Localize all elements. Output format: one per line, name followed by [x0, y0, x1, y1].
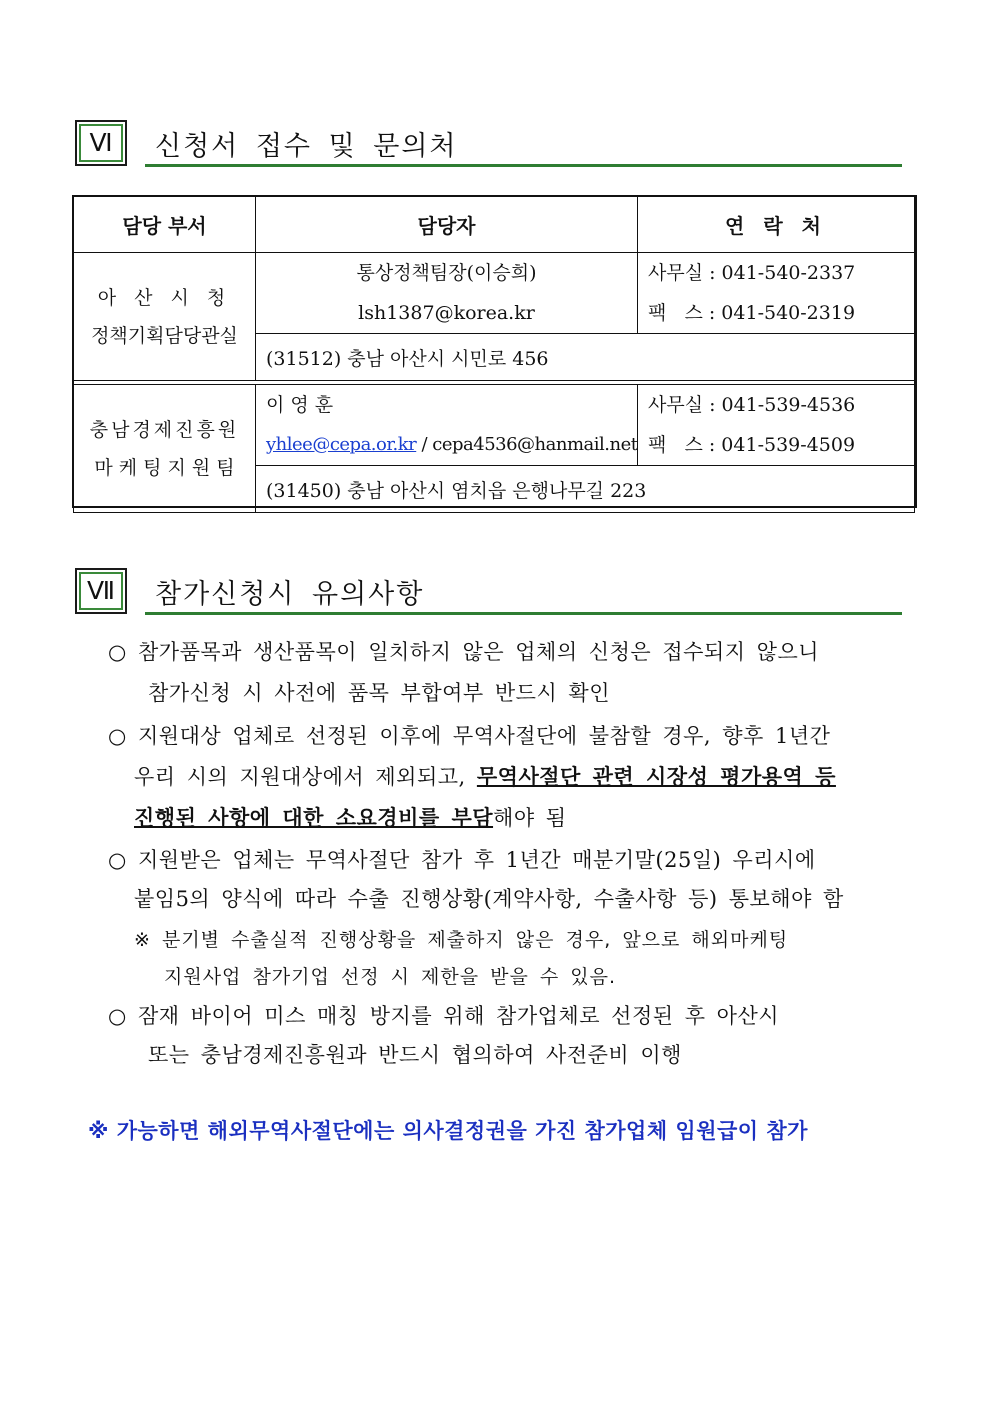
- person-cell: [256, 253, 638, 334]
- note-2-line-3: [134, 802, 567, 832]
- dept-cell: [74, 253, 256, 381]
- dept-cell: [74, 385, 256, 513]
- note-1-line-1: ○ 참가품목과 생산품목이 일치하지 않은 업체의 신청은 접수되지 않으니: [108, 640, 820, 664]
- note-2-text: 우리 시의 지원대상에서 제외되고,: [134, 765, 477, 789]
- section-underline: [145, 612, 902, 615]
- header-dept: 담당 부서: [74, 197, 256, 253]
- email-secondary: cepa4536@hanmail.net: [432, 434, 638, 455]
- section-title: 신청서 접수 및 문의처: [155, 131, 458, 162]
- note-3-line-2: 붙임5의 양식에 따라 수출 진행상황(계약사항, 수출사항 등) 통보해야 함: [134, 887, 844, 911]
- contact-cell: [638, 385, 915, 466]
- note-2-line-1: ○ 지원대상 업체로 선정된 이후에 무역사절단에 불참할 경우, 향후 1년간: [108, 724, 831, 748]
- person-name: 통상정책팀장(이승희): [356, 262, 537, 284]
- office-phone: 사무실 : 041-540-2337: [648, 262, 856, 284]
- header-contact: 연 락 처: [638, 197, 915, 253]
- note-3-line-1: ○ 지원받은 업체는 무역사절단 참가 후 1년간 매분기말(25일) 우리시에: [108, 848, 816, 872]
- table-header-row: [74, 197, 915, 253]
- note-4-line-2: 또는 충남경제진흥원과 반드시 협의하여 사전준비 이행: [148, 1043, 682, 1067]
- contact-cell: [638, 253, 915, 334]
- table-row: [74, 385, 915, 466]
- note-2-text: 해야 됨: [493, 806, 567, 830]
- section-7-header: [75, 568, 902, 616]
- person-emails: [266, 425, 638, 465]
- note-2-line-2: [134, 761, 836, 791]
- header-person: 담당자: [256, 197, 638, 253]
- address-cell: (31450) 충남 아산시 염치읍 은행나무길 223: [256, 466, 915, 513]
- email-link[interactable]: yhlee@cepa.or.kr: [266, 434, 417, 455]
- fax-number: 팩 스 : 041-539-4509: [648, 434, 856, 456]
- dept-name: 충남경제진흥원: [89, 418, 240, 441]
- person-email: lsh1387@korea.kr: [358, 302, 535, 324]
- note-4-line-1: ○ 잠재 바이어 미스 매칭 방지를 위해 참가업체로 선정된 후 아산시: [108, 1004, 780, 1028]
- note-3-sub-line-2: 지원사업 참가기업 선정 시 제한을 받을 수 있음.: [164, 966, 617, 988]
- person-cell: [256, 385, 638, 466]
- dept-subname: 정책기획담당관실: [91, 324, 238, 347]
- table-row: [74, 253, 915, 334]
- note-3-sub-line-1: ※ 분기별 수출실적 진행상황을 제출하지 않은 경우, 앞으로 해외마케팅: [134, 929, 789, 951]
- email-separator: /: [416, 434, 433, 455]
- section-number: Ⅵ: [75, 120, 127, 166]
- note-2-emphasis: 무역사절단 관련 시장성 평가용역 등: [476, 764, 836, 789]
- dept-subname: 마 케 팅 지 원 팀: [94, 456, 235, 479]
- final-note: ※ 가능하면 해외무역사절단에는 의사결정권을 가진 참가업체 임원급이 참가: [88, 1119, 808, 1143]
- office-phone: 사무실 : 041-539-4536: [648, 394, 856, 416]
- contact-table: [73, 196, 915, 513]
- address-cell: (31512) 충남 아산시 시민로 456: [256, 334, 915, 381]
- note-1-line-2: 참가신청 시 사전에 품목 부합여부 반드시 확인: [148, 681, 610, 705]
- note-2-emphasis: 진행된 사항에 대한 소요경비를 부담: [134, 805, 494, 830]
- section-title: 참가신청시 유의사항: [155, 579, 425, 610]
- dept-name: 아 산 시 청: [97, 286, 232, 309]
- fax-number: 팩 스 : 041-540-2319: [648, 302, 856, 324]
- section-underline: [145, 164, 902, 167]
- person-name: 이 영 훈: [266, 394, 334, 416]
- section-number: Ⅶ: [75, 568, 127, 614]
- section-6-header: [75, 120, 902, 168]
